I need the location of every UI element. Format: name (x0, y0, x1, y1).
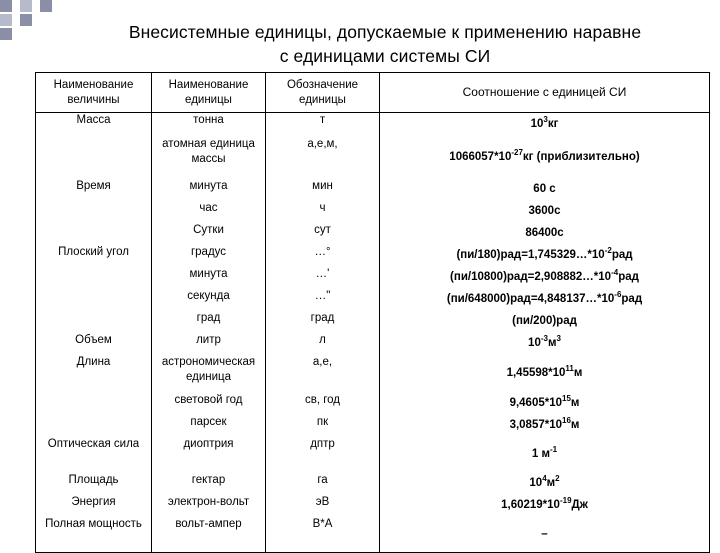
cell-unit: Сутки (152, 223, 266, 245)
relation-text: рад (621, 293, 643, 305)
table-row (36, 201, 710, 223)
cell-relation (380, 179, 710, 201)
relation-text: м (570, 419, 580, 431)
relation-exponent: -6 (614, 290, 622, 300)
cell-symbol: л (266, 333, 380, 355)
cell-relation (380, 113, 710, 137)
cell-quantity: Энергия (36, 495, 152, 517)
cell-relation (380, 267, 710, 289)
relation-exponent: 2 (555, 474, 560, 484)
cell-quantity (36, 137, 152, 179)
relation-text: (пи/200)рад (512, 315, 577, 327)
cell-symbol: сут (266, 223, 380, 245)
relation-text: м (546, 477, 556, 489)
relation-text: 86400с (525, 227, 564, 239)
cell-unit: секунда (152, 289, 266, 311)
cell-unit: град (152, 311, 266, 333)
cell-symbol: …° (266, 245, 380, 267)
title-line-2: с единицами системы СИ (279, 46, 491, 66)
cell-relation (380, 245, 710, 267)
cell-relation (380, 289, 710, 311)
cell-relation (380, 201, 710, 223)
cell-relation (380, 415, 710, 437)
relation-text: (пи/180)рад=1,745329…*10 (456, 249, 605, 261)
cell-unit: час (152, 201, 266, 223)
table-row (36, 289, 710, 311)
relation-exponent: -1 (549, 445, 558, 455)
table-row (36, 223, 710, 245)
relation-exponent: 3 (543, 115, 548, 125)
relation-text: м (570, 397, 580, 409)
cell-unit: астрономическая единица (152, 355, 266, 393)
decorative-squares (0, 0, 56, 40)
cell-unit: световой год (152, 393, 266, 415)
relation-exponent: -3 (540, 334, 548, 344)
relation-text: м (573, 367, 583, 379)
cell-symbol: га (266, 473, 380, 495)
page-title (60, 20, 710, 68)
relation-text: рад (611, 249, 633, 261)
table-row (36, 473, 710, 495)
cell-symbol: мин (266, 179, 380, 201)
relation-text: – (541, 527, 548, 540)
cell-relation (380, 473, 710, 495)
cell-symbol: ч (266, 201, 380, 223)
relation-text: (пи/10800)рад=2,908882…*10 (450, 271, 612, 283)
cell-relation (380, 333, 710, 355)
relation-text: рад (618, 271, 639, 283)
cell-relation (380, 437, 710, 473)
cell-relation (380, 311, 710, 333)
cell-symbol: пк (266, 415, 380, 437)
cell-quantity: Объем (36, 333, 152, 355)
cell-quantity (36, 415, 152, 437)
cell-symbol: св, год (266, 393, 380, 415)
relation-text: кг (547, 118, 559, 131)
relation-text: (пи/648000)рад=4,848137…*10 (446, 293, 615, 305)
cell-unit: градус (152, 245, 266, 267)
relation-text: 1 м (531, 448, 550, 460)
cell-symbol: …' (266, 267, 380, 289)
relation-text: 1,45598*10 (506, 367, 566, 379)
table-row (36, 437, 710, 473)
cell-unit: парсек (152, 415, 266, 437)
relation-text: 3600с (528, 205, 561, 217)
cell-quantity: Полная мощность (36, 517, 152, 553)
table-row (36, 495, 710, 517)
relation-text: кг (приблизительно) (522, 151, 640, 163)
relation-exponent: -27 (511, 148, 523, 158)
table-row (36, 179, 710, 201)
cell-unit: диоптрия (152, 437, 266, 473)
cell-quantity (36, 311, 152, 333)
units-table (35, 72, 710, 553)
cell-quantity (36, 393, 152, 415)
cell-symbol: а,е,м, (266, 137, 380, 179)
cell-quantity (36, 267, 152, 289)
cell-symbol: град (266, 311, 380, 333)
cell-quantity: Длина (36, 355, 152, 393)
relation-exponent: 11 (565, 364, 574, 374)
cell-unit: минута (152, 179, 266, 201)
relation-exponent: -2 (604, 246, 612, 256)
table-row (36, 415, 710, 437)
title-line-1: Внесистемные единицы, допускаемые к применению наравне (128, 22, 642, 42)
cell-unit: минута (152, 267, 266, 289)
relation-exponent: 4 (542, 474, 547, 484)
cell-symbol: дптр (266, 437, 380, 473)
relation-exponent: 16 (562, 416, 571, 426)
relation-exponent: -19 (559, 496, 572, 506)
cell-symbol: …" (266, 289, 380, 311)
cell-quantity (36, 201, 152, 223)
relation-text: 9,4605*10 (509, 397, 563, 409)
cell-unit: электрон-вольт (152, 495, 266, 517)
cell-symbol: В*А (266, 517, 380, 553)
relation-text: 1,60219*10 (501, 499, 560, 511)
relation-text: 60 с (533, 183, 556, 195)
table-row (36, 137, 710, 179)
header-row (36, 73, 710, 113)
table-row (36, 517, 710, 553)
cell-symbol: т (266, 113, 380, 137)
cell-relation (380, 137, 710, 179)
cell-quantity (36, 289, 152, 311)
cell-quantity: Площадь (36, 473, 152, 495)
cell-relation (380, 495, 710, 517)
cell-unit: литр (152, 333, 266, 355)
header-symbol: Обозначение единицы (266, 73, 380, 113)
table-row (36, 355, 710, 393)
cell-relation (380, 355, 710, 393)
cell-relation (380, 393, 710, 415)
table-row (36, 267, 710, 289)
cell-quantity (36, 223, 152, 245)
relation-text: 10 (530, 118, 544, 131)
cell-unit: тонна (152, 113, 266, 137)
relation-text: 1066057*10 (449, 151, 512, 163)
table-row (36, 245, 710, 267)
cell-symbol: эВ (266, 495, 380, 517)
cell-quantity: Плоский угол (36, 245, 152, 267)
cell-quantity: Оптическая сила (36, 437, 152, 473)
table-row (36, 393, 710, 415)
cell-unit: гектар (152, 473, 266, 495)
relation-exponent: 3 (556, 334, 561, 344)
table-row (36, 333, 710, 355)
header-quantity: Наименование величины (36, 73, 152, 113)
header-unit: Наименование единицы (152, 73, 266, 113)
relation-exponent: -4 (611, 268, 619, 278)
relation-exponent: 15 (562, 394, 571, 404)
table-row (36, 113, 710, 137)
relation-text: 10 (529, 477, 543, 489)
cell-quantity: Время (36, 179, 152, 201)
header-relation: Соотношение с единицей СИ (380, 73, 710, 113)
cell-unit: вольт-ампер (152, 517, 266, 553)
cell-quantity: Масса (36, 113, 152, 137)
relation-text: м (547, 337, 557, 349)
relation-text: Дж (571, 499, 588, 511)
relation-text: 10 (528, 337, 541, 349)
cell-relation (380, 517, 710, 553)
cell-symbol: а,е, (266, 355, 380, 393)
cell-relation (380, 223, 710, 245)
table-row (36, 311, 710, 333)
relation-text: 3,0857*10 (509, 419, 563, 431)
cell-unit: атомная единица массы (152, 137, 266, 179)
